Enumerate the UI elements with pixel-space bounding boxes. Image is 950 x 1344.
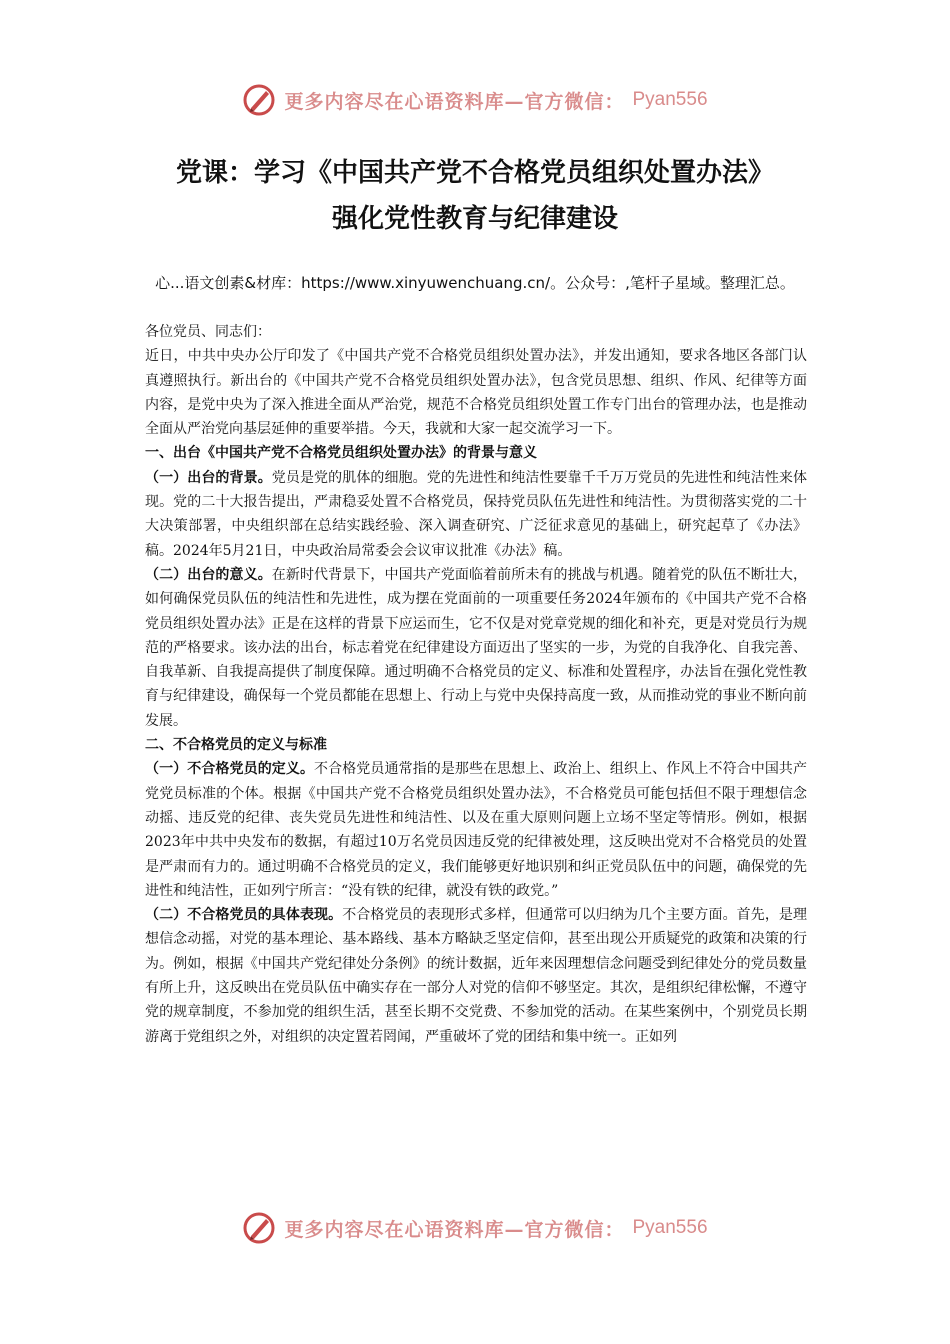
banner-wechat: Pyan556 xyxy=(632,89,708,110)
title-line-2: 强化党性教育与纪律建设 xyxy=(331,204,618,234)
section-heading-2: 二、不合格党员的定义与标准 xyxy=(145,737,327,754)
paragraph-text: 党员是党的肌体的细胞。党的先进性和纯洁性要靠千千万万党员的先进性和纯洁性来体现。党的二十大报告提出，严肃稳妥处置不合格党员，保持党员队伍先进性和纯洁性。为贯彻落实党的二十大决策部署，中央组织部在总结实践经验、深入调查研究、广泛征求意见的基础上，研究起草了《办法》稿。2024年5月21日，中央政治局常委会会议审议批准《办法》稿。 xyxy=(145,469,808,559)
paragraph-1-2 xyxy=(145,563,807,733)
page-title xyxy=(60,150,890,242)
paragraph-text: 不合格党员通常指的是那些在思想上、政治上、组织上、作风上不符合中国共产党党员标准的个体。根据《中国共产党不合格党员组织处置办法》，不合格党员可能包括但不限于理想信念动摇、违反党的纪律、丧失党员先进性和纯洁性、以及在重大原则问题上立场不坚定等情形。例如，根据2023年中共中央发布的数据，有超过10万名党员因违反党的纪律被处理，这反映出党对不合格党员的处置是严肃而有力的。通过明确不合格党员的定义，我们能够更好地识别和纠正党员队伍中的问题，确保党的先进性和纯洁性，正如列宁所言：“没有铁的纪律，就没有铁的政党。” xyxy=(145,761,808,899)
paragraph-lead: （一）不合格党员的定义。 xyxy=(145,761,315,778)
paragraph-1-1 xyxy=(145,466,807,563)
pen-logo-icon xyxy=(242,1211,276,1245)
title-line-1: 党课：学习《中国共产党不合格党员组织处置办法》 xyxy=(175,158,774,188)
pen-logo-icon xyxy=(242,83,276,117)
banner-text: 更多内容尽在心语资料库—官方微信： xyxy=(284,90,625,113)
article-body xyxy=(145,320,807,1049)
paragraph-lead: （二）出台的意义。 xyxy=(145,566,272,583)
source-note: 心...语文创素&材库：https://www.xinyuwenchuang.cn/。公众号：,笔杆子星域。整理汇总。 xyxy=(155,274,795,292)
section-heading-1: 一、出台《中国共产党不合格党员组织处置办法》的背景与意义 xyxy=(145,445,537,462)
paragraph-lead: （二）不合格党员的具体表现。 xyxy=(145,907,343,924)
greeting: 各位党员、同志们： xyxy=(145,324,271,340)
intro-paragraph: 近日，中共中央办公厅印发了《中国共产党不合格党员组织处置办法》，并发出通知，要求各地区各部门认真遵照执行。新出台的《中国共产党不合格党员组织处置办法》，包含党员思想、组织、作风、纪律等方面内容，是党中央为了深入推进全面从严治党，规范不合格党员组织处置工作专门出台的管理办法，也是推动全面从严治党向基层延伸的重要举措。今天，我就和大家一起交流学习一下。 xyxy=(145,348,807,438)
paragraph-text: 不合格党员的表现形式多样，但通常可以归纳为几个主要方面。首先，是理想信念动摇，对党的基本理论、基本路线、基本方略缺乏坚定信仰，甚至出现公开质疑党的政策和决策的行为。例如，根据《中国共产党纪律处分条例》的统计数据，近年来因理想信念问题受到纪律处分的党员数量有所上升，这反映出在党员队伍中确实存在一部分人对党的信仰不够坚定。其次，是组织纪律松懈，不遵守党的规章制度，不参加党的组织生活，甚至长期不交党费、不参加党的活动。在某些案例中，个别党员长期游离于党组织之外，对组织的决定置若罔闻，严重破坏了党的团结和集中统一。正如列 xyxy=(145,907,807,1045)
banner-wechat: Pyan556 xyxy=(632,1217,708,1238)
paragraph-2-2 xyxy=(145,903,807,1049)
paragraph-text: 在新时代背景下，中国共产党面临着前所未有的挑战与机遇。随着党的队伍不断壮大，如何确保党员队伍的纯洁性和先进性，成为摆在党面前的一项重要任务2024年颁布的《中国共产党不合格党员组织处置办法》正是在这样的背景下应运而生，它不仅是对党章党规的细化和补充，更是对党员行为规范的严格要求。该办法的出台，标志着党在纪律建设方面迈出了坚实的一步，为党的自我净化、自我完善、自我革新、自我提高提供了制度保障。通过明确不合格党员的定义、标准和处置程序，办法旨在强化党性教育与纪律建设，确保每一个党员都能在思想上、行动上与党中央保持高度一致，从而推动党的事业不断向前发展。 xyxy=(145,566,808,729)
banner-text: 更多内容尽在心语资料库—官方微信： xyxy=(284,1218,625,1241)
paragraph-lead: （一）出台的背景。 xyxy=(145,469,272,486)
footer-banner xyxy=(0,1208,950,1248)
paragraph-2-1 xyxy=(145,757,807,903)
header-banner xyxy=(0,80,950,120)
